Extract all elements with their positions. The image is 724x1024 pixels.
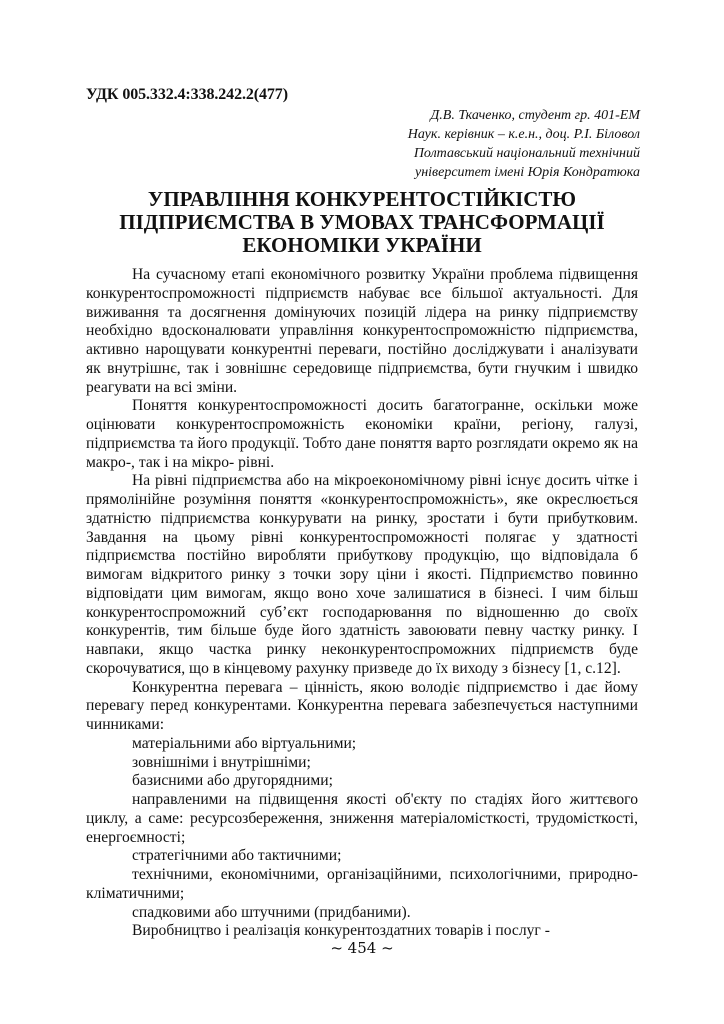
list-item: спадковими або штучними (придбаними). xyxy=(132,903,411,921)
title-line: ЕКОНОМІКИ УКРАЇНИ xyxy=(242,233,482,257)
paragraph: Виробництво і реалізація конкурентоздатних товарів і послуг - xyxy=(132,922,550,940)
title-line: УПРАВЛІННЯ КОНКУРЕНТОСТІЙКІСТЮ xyxy=(147,187,577,211)
author-block xyxy=(408,106,640,182)
paragraph: Поняття конкурентоспроможності досить багатогранне, оскільки може оцінювати конкурентоспроможність економіки країни, регіону, галузі, підприємства та його продукції. Тобто дане поняття варто розглядати окремо як на макро-, так і на мікро- рівні. xyxy=(86,397,638,471)
paragraph: На рівні підприємства або на мікроекономічному рівні існує досить чітке і прямолінійне розуміння поняття «конкурентоспроможність», яке окреслюється здатністю підприємства конкурувати на ринку, зростати і бути прибутковим. Завдання на цьому рівні конкурентоспроможності полягає у здатності підприємства постійно виробляти прибуткову продукцію, що відповідала б вимогам відкритого ринку з точки зору ціни і якості. Підприємство повинно відповідати цим вимогам, якщо воно хоче залишатися в бізнесі. І чим більш конкурентоспроможний суб’єкт господарювання по відношенню до своїх конкурентів, тим більше буде його здатність завоювати певну частку ринку. І навпаки, якщо частка ринку неконкурентоспроможних підприємств буде скорочуватися, що в кінцевому рахунку призведе до їх виходу з бізнесу [1, с.12]. xyxy=(86,472,638,677)
paper-body xyxy=(86,266,638,941)
author-line: Д.В. Ткаченко, студент гр. 401-ЕМ xyxy=(430,108,640,123)
title-line: ПІДПРИЄМСТВА В УМОВАХ ТРАНСФОРМАЦІЇ xyxy=(119,210,605,234)
institution-line: Полтавський національний технічний xyxy=(413,146,640,161)
supervisor-line: Наук. керівник – к.е.н., доц. Р.І. Біловол xyxy=(407,127,640,142)
list-item: базисними або другорядними; xyxy=(132,772,333,790)
page-number: ~ 454 ~ xyxy=(330,939,394,957)
list-item: зовнішніми і внутрішніми; xyxy=(132,753,311,771)
paragraph: На сучасному етапі економічного розвитку України проблема підвищення конкурентоспроможності підприємств набуває все більшої актуальності. Для виживання та досягнення домінуючих позицій лідера на ринку підприємству необхідно вдосконалювати управління конкурентоспроможністю підприємства, активно нарощувати конкурентні переваги, постійно досліджувати і аналізувати як внутрішнє, так і зовнішнє середовище підприємства, бути гнучким і швидко реагувати на всі зміни. xyxy=(86,266,638,396)
paragraph: Конкурентна перевага – цінність, якою володіє підприємство і дає йому перевагу перед конкурентами. Конкурентна перевага забезпечується наступними чинниками: xyxy=(86,678,638,733)
institution-line: університет імені Юрія Кондратюка xyxy=(415,165,640,180)
list-item: матеріальними або віртуальними; xyxy=(132,734,357,752)
list-item: стратегічними або тактичними; xyxy=(132,847,342,865)
paper-title xyxy=(86,188,638,257)
list-item: технічними, економічними, організаційними, психологічними, природно-кліматичними; xyxy=(86,866,638,902)
udk-code: УДК 005.332.4:338.242.2(477) xyxy=(86,86,288,103)
list-item: направленими на підвищення якості об'єкту по стадіях його життєвого циклу, а саме: ресурсозбереження, зниження матеріаломісткості, трудомісткості, енергоємності; xyxy=(86,791,638,846)
